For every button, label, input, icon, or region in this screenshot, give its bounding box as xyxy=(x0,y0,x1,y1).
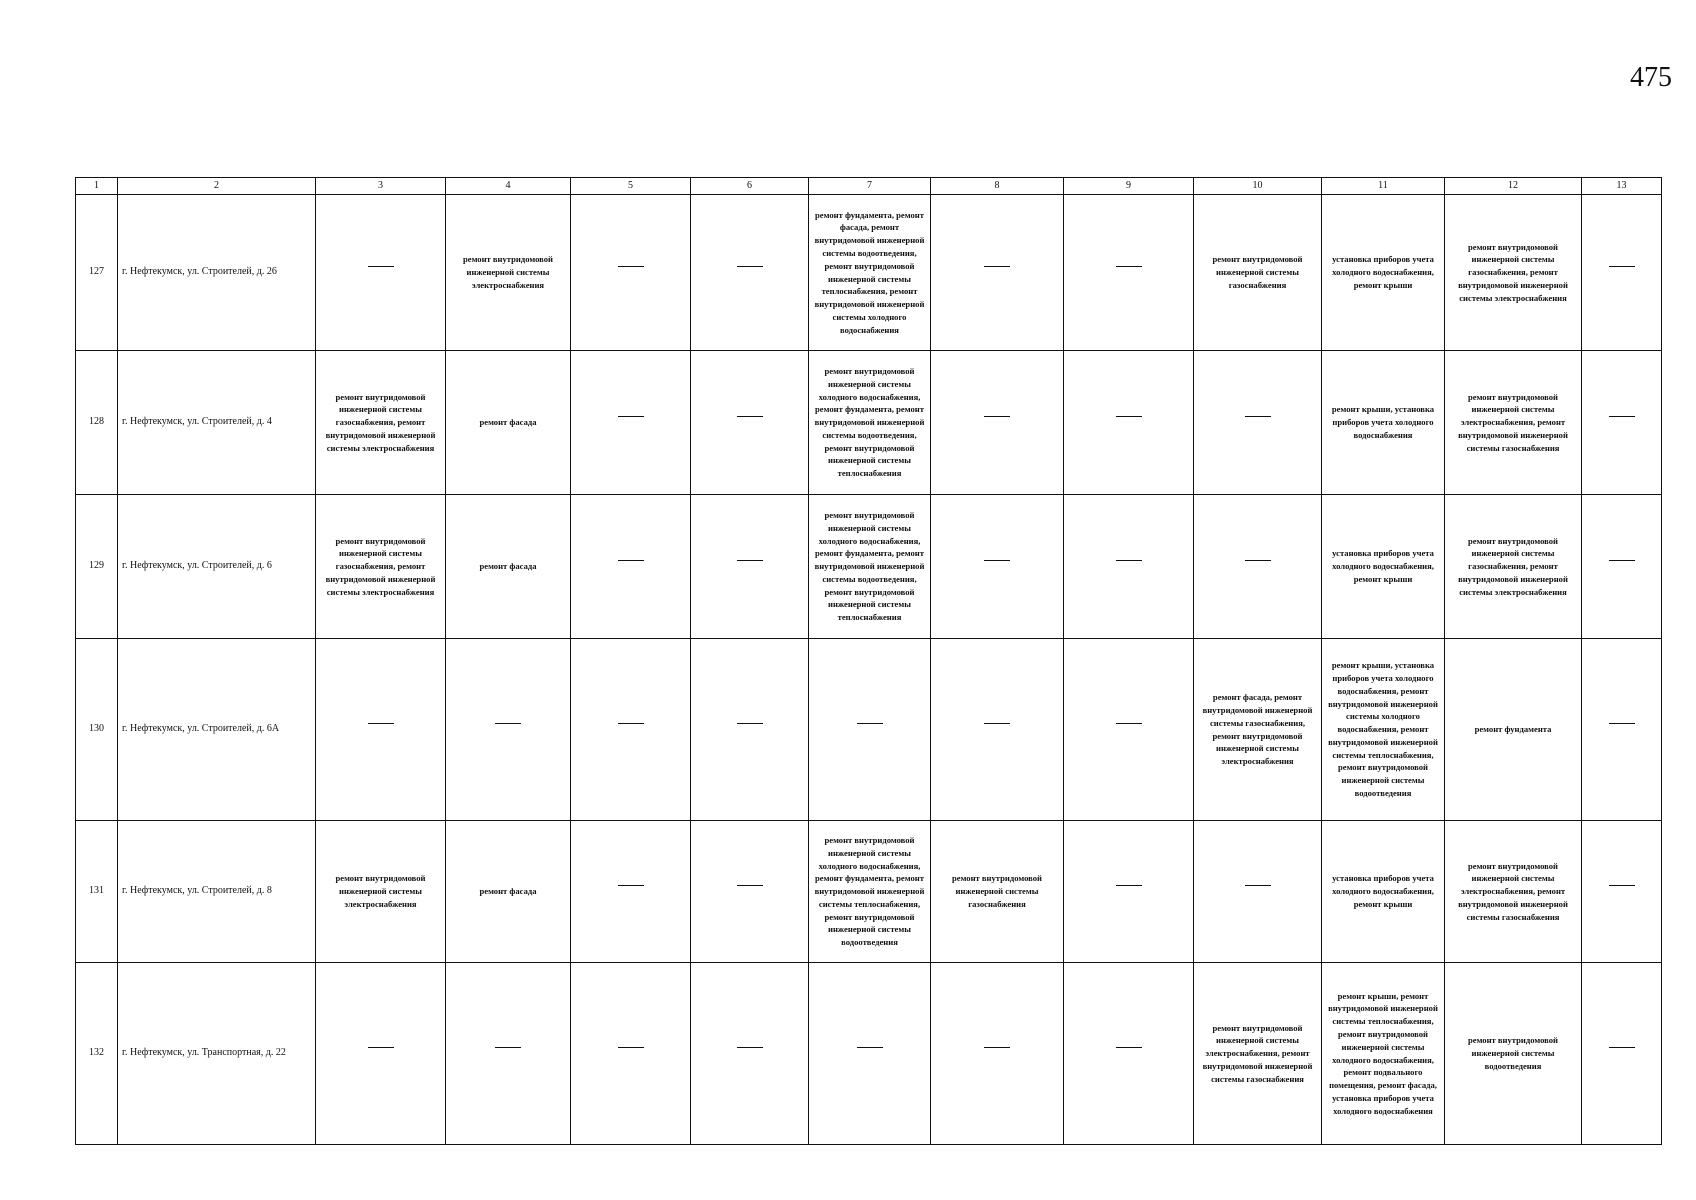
work-type-cell: ремонт фундамента xyxy=(1445,639,1582,821)
dash-mark xyxy=(1609,723,1635,737)
work-type-cell: ремонт внутридомовой инженерной системы электроснабжения, ремонт внутридомовой инженерной системы газоснабжения xyxy=(1445,351,1582,495)
column-header: 8 xyxy=(931,178,1064,195)
work-type-cell: ремонт фасада xyxy=(446,495,571,639)
empty-cell xyxy=(571,639,691,821)
empty-cell xyxy=(1064,639,1194,821)
empty-cell xyxy=(1194,821,1322,963)
work-type-cell: ремонт внутридомовой инженерной системы электроснабжения xyxy=(316,821,446,963)
dash-mark xyxy=(857,1047,883,1061)
work-type-cell: установка приборов учета холодного водоснабжения, ремонт крыши xyxy=(1322,195,1445,351)
empty-cell xyxy=(1582,963,1662,1145)
address-cell: г. Нефтекумск, ул. Транспортная, д. 22 xyxy=(118,963,316,1145)
work-type-cell: ремонт внутридомовой инженерной системы газоснабжения, ремонт внутридомовой инженерной системы электроснабжения xyxy=(316,351,446,495)
row-number: 129 xyxy=(76,495,118,639)
dash-mark xyxy=(1116,560,1142,574)
empty-cell xyxy=(446,639,571,821)
empty-cell xyxy=(316,195,446,351)
empty-cell xyxy=(691,351,809,495)
work-type-cell: ремонт крыши, установка приборов учета холодного водоснабжения, ремонт внутридомовой инженерной системы холодного водоснабжения, ремонт внутридомовой инженерной системы теплоснабжения, ремонт внутридомовой инженерной системы водоотведения xyxy=(1322,639,1445,821)
column-header: 1 xyxy=(76,178,118,195)
column-header: 6 xyxy=(691,178,809,195)
dash-mark xyxy=(737,1047,763,1061)
empty-cell xyxy=(1582,639,1662,821)
dash-mark xyxy=(1116,885,1142,899)
dash-mark xyxy=(984,416,1010,430)
dash-mark xyxy=(984,560,1010,574)
work-type-cell: установка приборов учета холодного водоснабжения, ремонт крыши xyxy=(1322,495,1445,639)
empty-cell xyxy=(1064,351,1194,495)
empty-cell xyxy=(691,963,809,1145)
empty-cell xyxy=(931,495,1064,639)
empty-cell xyxy=(1064,195,1194,351)
column-header: 2 xyxy=(118,178,316,195)
row-number: 128 xyxy=(76,351,118,495)
empty-cell xyxy=(1064,963,1194,1145)
dash-mark xyxy=(1245,416,1271,430)
dash-mark xyxy=(857,723,883,737)
empty-cell xyxy=(1582,821,1662,963)
column-header: 3 xyxy=(316,178,446,195)
table-row xyxy=(76,195,1662,351)
table-row xyxy=(76,351,1662,495)
column-header: 7 xyxy=(809,178,931,195)
dash-mark xyxy=(618,560,644,574)
empty-cell xyxy=(1194,351,1322,495)
column-header: 13 xyxy=(1582,178,1662,195)
table-row xyxy=(76,821,1662,963)
dash-mark xyxy=(1609,560,1635,574)
dash-mark xyxy=(1609,1047,1635,1061)
empty-cell xyxy=(691,495,809,639)
column-header: 4 xyxy=(446,178,571,195)
empty-cell xyxy=(809,639,931,821)
dash-mark xyxy=(1609,885,1635,899)
dash-mark xyxy=(618,266,644,280)
dash-mark xyxy=(1116,1047,1142,1061)
empty-cell xyxy=(316,963,446,1145)
empty-cell xyxy=(931,195,1064,351)
dash-mark xyxy=(984,723,1010,737)
row-number: 131 xyxy=(76,821,118,963)
column-header: 11 xyxy=(1322,178,1445,195)
dash-mark xyxy=(1116,723,1142,737)
work-type-cell: ремонт внутридомовой инженерной системы газоснабжения xyxy=(1194,195,1322,351)
repair-schedule-table xyxy=(75,177,1662,1145)
empty-cell xyxy=(1064,821,1194,963)
dash-mark xyxy=(737,266,763,280)
column-header: 10 xyxy=(1194,178,1322,195)
work-type-cell: ремонт внутридомовой инженерной системы водоотведения xyxy=(1445,963,1582,1145)
column-header: 5 xyxy=(571,178,691,195)
work-type-cell: ремонт внутридомовой инженерной системы электроснабжения, ремонт внутридомовой инженерной системы газоснабжения xyxy=(1194,963,1322,1145)
empty-cell xyxy=(1582,351,1662,495)
dash-mark xyxy=(737,560,763,574)
work-type-cell: ремонт фасада xyxy=(446,351,571,495)
empty-cell xyxy=(691,195,809,351)
address-cell: г. Нефтекумск, ул. Строителей, д. 4 xyxy=(118,351,316,495)
address-cell: г. Нефтекумск, ул. Строителей, д. 6 xyxy=(118,495,316,639)
row-number: 132 xyxy=(76,963,118,1145)
work-type-cell: ремонт внутридомовой инженерной системы газоснабжения xyxy=(931,821,1064,963)
dash-mark xyxy=(368,723,394,737)
empty-cell xyxy=(571,963,691,1145)
empty-cell xyxy=(809,963,931,1145)
work-type-cell: ремонт внутридомовой инженерной системы холодного водоснабжения, ремонт фундамента, ремонт внутридомовой инженерной системы водоотведения, ремонт внутридомовой инженерной системы теплоснабжения xyxy=(809,351,931,495)
dash-mark xyxy=(1245,560,1271,574)
work-type-cell: ремонт внутридомовой инженерной системы газоснабжения, ремонт внутридомовой инженерной системы электроснабжения xyxy=(316,495,446,639)
dash-mark xyxy=(495,1047,521,1061)
work-type-cell: ремонт крыши, установка приборов учета холодного водоснабжения xyxy=(1322,351,1445,495)
work-type-cell: ремонт внутридомовой инженерной системы электроснабжения xyxy=(446,195,571,351)
empty-cell xyxy=(931,963,1064,1145)
dash-mark xyxy=(618,723,644,737)
empty-cell xyxy=(571,195,691,351)
empty-cell xyxy=(691,821,809,963)
table-row xyxy=(76,639,1662,821)
dash-mark xyxy=(618,416,644,430)
dash-mark xyxy=(1245,885,1271,899)
work-type-cell: ремонт внутридомовой инженерной системы газоснабжения, ремонт внутридомовой инженерной системы электроснабжения xyxy=(1445,195,1582,351)
work-type-cell: ремонт крыши, ремонт внутридомовой инженерной системы теплоснабжения, ремонт внутридомовой инженерной системы холодного водоснабжения, ремонт подвального помещения, ремонт фасада, установка приборов учета холодного водоснабжения xyxy=(1322,963,1445,1145)
column-header-row xyxy=(76,178,1662,195)
column-header: 12 xyxy=(1445,178,1582,195)
column-header: 9 xyxy=(1064,178,1194,195)
work-type-cell: ремонт внутридомовой инженерной системы газоснабжения, ремонт внутридомовой инженерной системы электроснабжения xyxy=(1445,495,1582,639)
dash-mark xyxy=(737,885,763,899)
table-row xyxy=(76,495,1662,639)
empty-cell xyxy=(571,821,691,963)
work-type-cell: ремонт внутридомовой инженерной системы холодного водоснабжения, ремонт фундамента, ремонт внутридомовой инженерной системы водоотведения, ремонт внутридомовой инженерной системы теплоснабжения xyxy=(809,495,931,639)
empty-cell xyxy=(691,639,809,821)
empty-cell xyxy=(316,639,446,821)
dash-mark xyxy=(984,1047,1010,1061)
dash-mark xyxy=(368,1047,394,1061)
work-type-cell: ремонт внутридомовой инженерной системы холодного водоснабжения, ремонт фундамента, ремонт внутридомовой инженерной системы теплоснабжения, ремонт внутридомовой инженерной системы водоотведения xyxy=(809,821,931,963)
empty-cell xyxy=(931,351,1064,495)
dash-mark xyxy=(737,723,763,737)
dash-mark xyxy=(1116,416,1142,430)
dash-mark xyxy=(1116,266,1142,280)
dash-mark xyxy=(1609,416,1635,430)
work-type-cell: ремонт фасада xyxy=(446,821,571,963)
address-cell: г. Нефтекумск, ул. Строителей, д. 8 xyxy=(118,821,316,963)
page-number: 475 xyxy=(1630,62,1672,93)
work-type-cell: установка приборов учета холодного водоснабжения, ремонт крыши xyxy=(1322,821,1445,963)
empty-cell xyxy=(1582,195,1662,351)
dash-mark xyxy=(368,266,394,280)
dash-mark xyxy=(1609,266,1635,280)
table-row xyxy=(76,963,1662,1145)
dash-mark xyxy=(618,1047,644,1061)
address-cell: г. Нефтекумск, ул. Строителей, д. 26 xyxy=(118,195,316,351)
work-type-cell: ремонт фасада, ремонт внутридомовой инженерной системы газоснабжения, ремонт внутридомовой инженерной системы электроснабжения xyxy=(1194,639,1322,821)
empty-cell xyxy=(1582,495,1662,639)
empty-cell xyxy=(571,351,691,495)
table-body xyxy=(76,178,1662,1145)
empty-cell xyxy=(931,639,1064,821)
row-number: 130 xyxy=(76,639,118,821)
dash-mark xyxy=(984,266,1010,280)
dash-mark xyxy=(618,885,644,899)
empty-cell xyxy=(1064,495,1194,639)
work-type-cell: ремонт внутридомовой инженерной системы электроснабжения, ремонт внутридомовой инженерной системы газоснабжения xyxy=(1445,821,1582,963)
empty-cell xyxy=(1194,495,1322,639)
work-type-cell: ремонт фундамента, ремонт фасада, ремонт внутридомовой инженерной системы водоотведения, ремонт внутридомовой инженерной системы теплоснабжения, ремонт внутридомовой инженерной системы холодного водоснабжения xyxy=(809,195,931,351)
empty-cell xyxy=(571,495,691,639)
dash-mark xyxy=(737,416,763,430)
address-cell: г. Нефтекумск, ул. Строителей, д. 6А xyxy=(118,639,316,821)
row-number: 127 xyxy=(76,195,118,351)
dash-mark xyxy=(495,723,521,737)
empty-cell xyxy=(446,963,571,1145)
